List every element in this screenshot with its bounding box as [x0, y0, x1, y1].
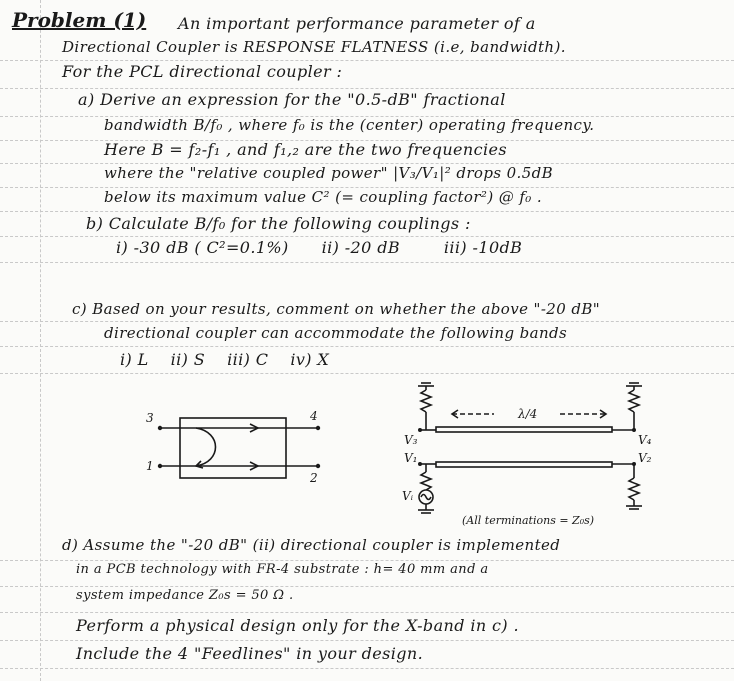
part-d-line: Include the 4 "Feedlines" in your design.: [76, 644, 424, 663]
part-d-line: d) Assume the "-20 dB" (ii) directional coupler is implemented: [62, 536, 561, 554]
part-b-line: b) Calculate B/f₀ for the following couplings :: [86, 214, 471, 233]
port-label: 3: [146, 411, 154, 425]
part-d-line: Perform a physical design only for the X-band in c) .: [76, 616, 520, 635]
termination-resistor: [629, 390, 639, 412]
intro-line: Directional Coupler is RESPONSE FLATNESS (i.e, bandwidth).: [62, 38, 566, 56]
part-d-line: in a PCB technology with FR-4 substrate : h= 40 mm and a: [76, 562, 489, 577]
through-strip: [436, 462, 612, 467]
part-c-line: directional coupler can accommodate the following bands: [104, 324, 568, 342]
intro-line: An important performance parameter of a: [178, 14, 536, 33]
part-c-line: c) Based on your results, comment on whether the above "-20 dB": [72, 300, 601, 318]
voltage-label: V₄: [638, 433, 652, 447]
coupled-strip: [436, 427, 612, 432]
part-a-line: Here B = f₂-f₁ , and f₁,₂ are the two frequencies: [104, 140, 507, 159]
intro-line: For the PCL directional coupler :: [62, 62, 343, 81]
termination-resistor: [421, 390, 431, 412]
part-b-line: i) -30 dB ( C²=0.1%) ii) -20 dB iii) -10dB: [116, 238, 523, 257]
port-label: 4: [310, 409, 318, 423]
source-resistor: [421, 472, 431, 490]
voltage-label: V₂: [638, 451, 652, 465]
coupling-arrow: [196, 428, 216, 466]
coupler-block: [180, 418, 286, 478]
voltage-label: V₃: [404, 433, 418, 447]
part-a-line: a) Derive an expression for the "0.5-dB" fractional: [78, 90, 506, 109]
part-c-line: i) L ii) S iii) C iv) X: [120, 350, 330, 369]
figure-caption: (All terminations = Z₀s): [462, 514, 595, 527]
port-label: 2: [310, 471, 318, 485]
problem-title: Problem (1): [12, 8, 147, 32]
length-label: λ/4: [518, 407, 538, 421]
part-a-line: bandwidth B/f₀ , where f₀ is the (center) operating frequency.: [104, 116, 595, 134]
part-a-line: where the "relative coupled power" |V₃/V₁|² drops 0.5dB: [104, 164, 554, 182]
voltage-label: V₁: [404, 451, 418, 465]
part-d-line: system impedance Z₀s = 50 Ω .: [76, 588, 294, 603]
part-a-line: below its maximum value C² (= coupling factor²) @ f₀ .: [104, 188, 543, 206]
termination-resistor: [629, 478, 639, 500]
port-label: 1: [146, 459, 154, 473]
voltage-label: Vᵢ: [402, 489, 414, 503]
